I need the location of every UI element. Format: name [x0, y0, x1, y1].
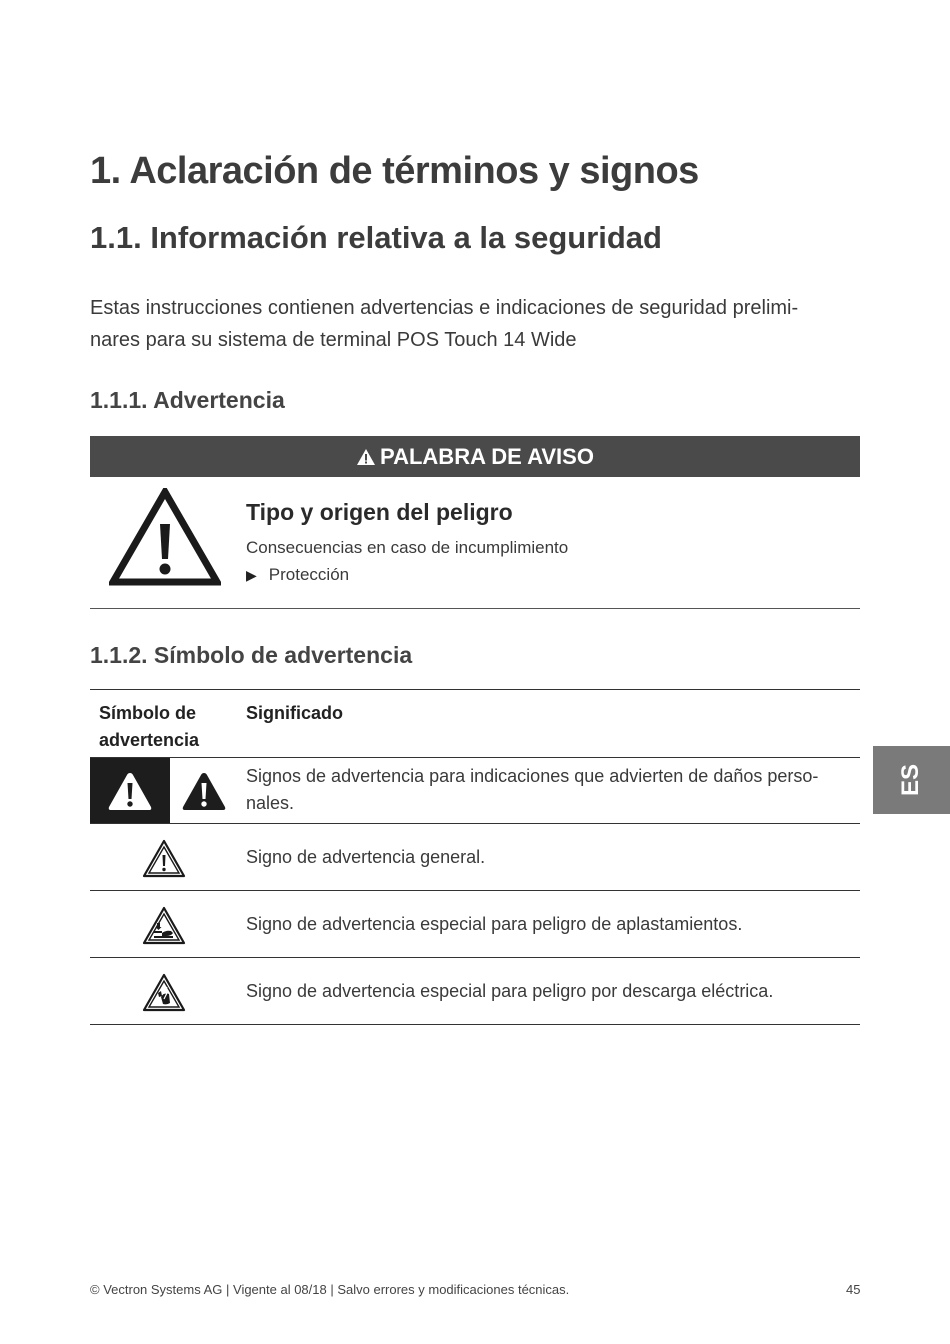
- footer-text: © Vectron Systems AG | Vigente al 08/18 | Salvo errores y modificaciones técnicas.: [90, 1282, 570, 1297]
- symbol-cell: [90, 958, 237, 1024]
- intro-paragraph: [90, 292, 860, 356]
- electric-shock-icon: [142, 973, 186, 1012]
- intro-line: Estas instrucciones contienen advertencias e indicaciones de seguridad prelimi-: [90, 297, 799, 319]
- crushing-hazard-icon: [142, 906, 186, 945]
- protection-label: Protección: [268, 565, 350, 584]
- warning-section-heading: 1.1.1. Advertencia: [90, 387, 285, 413]
- symbol-cell: [90, 891, 237, 957]
- signal-word-bar: [90, 436, 860, 477]
- table-row: [90, 890, 860, 957]
- play-arrow-icon: ▶: [246, 566, 257, 583]
- hazard-consequences: Consecuencias en caso de incumplimiento: [246, 538, 569, 557]
- page-title: 1. Aclaración de términos y signos: [90, 150, 699, 192]
- warning-body: [90, 477, 860, 609]
- general-warning-icon: [142, 839, 186, 878]
- section-title: 1.1. Información relativa a la seguridad: [90, 220, 662, 255]
- table-row: [90, 757, 860, 823]
- meaning-cell: Signo de advertencia especial para peligro por descarga eléctrica.: [246, 981, 774, 1001]
- language-tab-label: ES: [897, 763, 925, 797]
- table-row: [90, 957, 860, 1025]
- symbol-cell: [90, 824, 237, 890]
- symbol-cell: [90, 758, 237, 823]
- signal-word-label: PALABRA DE AVISO: [380, 443, 594, 469]
- meaning-cell: Signos de advertencia para indicaciones que advierten de daños perso- nales.: [246, 766, 819, 813]
- table-row: [90, 823, 860, 890]
- warning-icon-inverted: [107, 771, 153, 812]
- meaning-cell: Signo de advertencia especial para peligro de aplastamientos.: [246, 914, 743, 934]
- meaning-cell: Signo de advertencia general.: [246, 847, 486, 867]
- table-header: [90, 689, 860, 757]
- warning-icon: [356, 448, 376, 466]
- language-tab[interactable]: [873, 746, 950, 814]
- column-header-symbol: Símbolo de advertencia: [99, 703, 200, 750]
- warning-icon: [181, 771, 227, 812]
- intro-line: nares para su sistema de terminal POS Touch 14 Wide: [90, 329, 577, 351]
- hazard-protection: [246, 565, 349, 585]
- large-warning-icon: [109, 488, 221, 586]
- page-number: 45: [846, 1282, 861, 1297]
- symbol-section-heading: 1.1.2. Símbolo de advertencia: [90, 642, 413, 668]
- hazard-title: Tipo y origen del peligro: [246, 499, 513, 525]
- symbol-table: [90, 689, 860, 1025]
- column-header-meaning: Significado: [246, 703, 344, 723]
